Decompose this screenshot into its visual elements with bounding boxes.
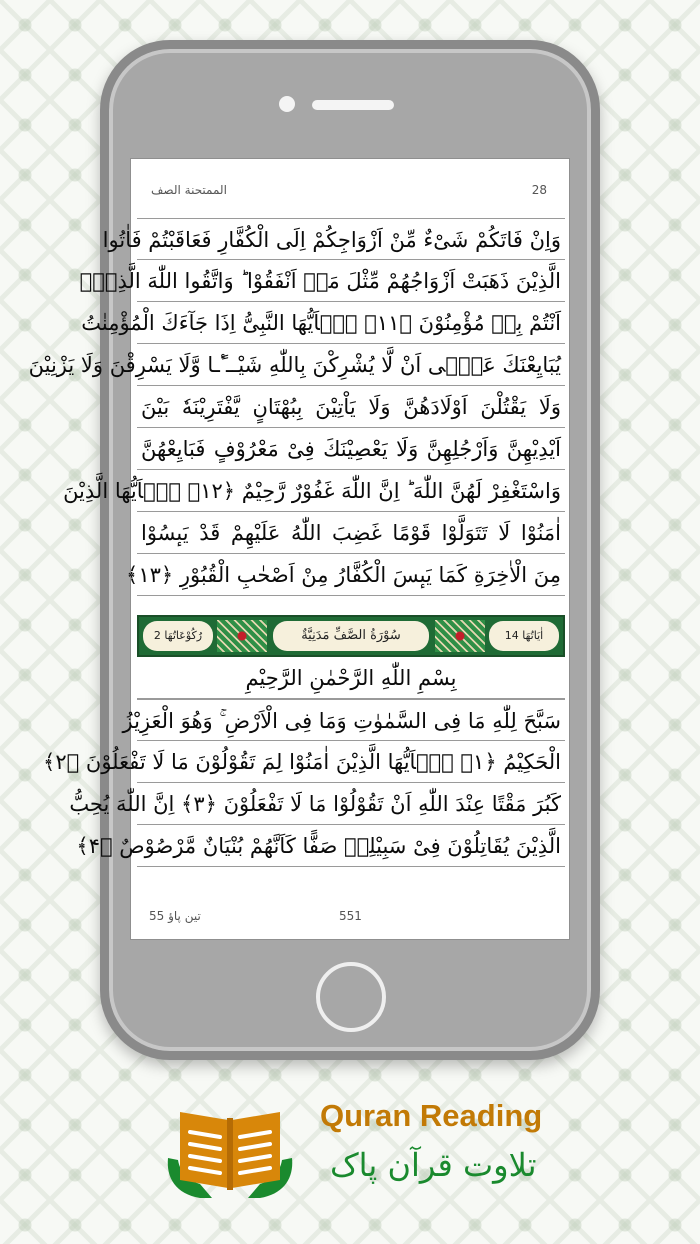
verse-lines-top	[28, 218, 565, 596]
app-title: Quran Reading	[320, 1098, 543, 1133]
header-surah-names: الممتحنة الصف	[151, 183, 227, 197]
ruku-count: رُكُوْعَاتُهَا 2	[143, 621, 213, 651]
verse-line[interactable]: كَبُرَ مَقْتًا عِنْدَ اللّٰهِ اَنْ تَقُوْلُوْا مَا لَا تَفْعَلُوْنَ ﴿۳﴾ اِنَّ اللّٰهَ یُحِبُّ	[137, 783, 565, 825]
app-urdu-title: تلاوت قرآن پاک	[330, 1146, 537, 1184]
verse-lines-bottom	[43, 699, 565, 867]
floral-ornament-icon	[217, 620, 267, 652]
app-branding	[160, 1098, 560, 1208]
ayat-count: اٰیَاتُهَا 14	[489, 621, 559, 651]
verse-line[interactable]: الَّذِیْنَ یُقَاتِلُوْنَ فِیْ سَبِیْلِهٖ صَفًّا كَاَنَّهُمْ بُنْیَانٌ مَّرْصُوْصٌ ﴿۴﴾	[137, 825, 565, 867]
verse-line[interactable]: وَاسْتَغْفِرْ لَهُنَّ اللّٰهَ ؕ اِنَّ اللّٰهَ غَفُوْرٌ رَّحِیْمٌ ﴿۱۲﴾ یٰۤاَیُّهَا الَّذِیْنَ	[137, 470, 565, 512]
verse-line[interactable]: سَبَّحَ لِلّٰهِ مَا فِی السَّمٰوٰتِ وَمَا فِی الْاَرْضِ ۚ وَهُوَ الْعَزِیْزُ	[137, 699, 565, 741]
verse-line[interactable]: مِنَ الْاٰخِرَةِ كَمَا یَىٕسَ الْكُفَّارُ مِنْ اَصْحٰبِ الْقُبُوْرِ ﴿۱۳﴾	[137, 554, 565, 596]
page-footer	[131, 891, 569, 939]
header-juz-number: 28	[531, 183, 547, 197]
front-camera-icon	[279, 96, 295, 112]
home-button[interactable]	[316, 962, 386, 1032]
bismillah: بِسْمِ اللّٰهِ الرَّحْمٰنِ الرَّحِیْمِ	[137, 657, 565, 699]
page-header	[131, 159, 569, 215]
surah-title: سُوْرَةُ الصَّفِّ مَدَنِیَّةٌ	[273, 621, 429, 651]
open-book-hands-icon	[160, 1106, 300, 1202]
verse-line[interactable]: وَاِنْ فَاتَكُمْ شَیْءٌ مِّنْ اَزْوَاجِكُمْ اِلَى الْكُفَّارِ فَعَاقَبْتُمْ فَاٰتُوا	[137, 218, 565, 260]
surah-banner	[137, 615, 565, 657]
page-number: 551	[339, 909, 362, 923]
verse-line[interactable]: الْحَكِیْمُ ﴿۱﴾ یٰۤاَیُّهَا الَّذِیْنَ اٰمَنُوْا لِمَ تَقُوْلُوْنَ مَا لَا تَفْعَلُوْنَ ﴿۲﴾	[137, 741, 565, 783]
verse-line[interactable]: اَنْتُمْ بِهٖ مُؤْمِنُوْنَ ﴿۱۱﴾ یٰۤاَیُّهَا النَّبِیُّ اِذَا جَآءَكَ الْمُؤْمِنٰتُ	[137, 302, 565, 344]
verse-line[interactable]: الَّذِیْنَ ذَهَبَتْ اَزْوَاجُهُمْ مِّثْلَ مَاۤ اَنْفَقُوْا ؕ وَاتَّقُوا اللّٰهَ الَّذِیْۤ	[137, 260, 565, 302]
verse-line[interactable]: اٰمَنُوْا لَا تَتَوَلَّوْا قَوْمًا غَضِبَ اللّٰهُ عَلَیْهِمْ قَدْ یَىٕسُوْا	[137, 512, 565, 554]
footer-juz-quarter: تین پاؤ 55	[149, 909, 201, 923]
verse-line[interactable]: اَیْدِیْهِنَّ وَاَرْجُلِهِنَّ وَلَا یَعْصِیْنَكَ فِیْ مَعْرُوْفٍ فَبَایِعْهُنَّ	[137, 428, 565, 470]
verse-line[interactable]: وَلَا یَقْتُلْنَ اَوْلَادَهُنَّ وَلَا یَاْتِیْنَ بِبُهْتَانٍ یَّفْتَرِیْنَهٗ بَیْنَ	[137, 386, 565, 428]
floral-ornament-icon	[435, 620, 485, 652]
verse-line[interactable]: یُبَایِعْنَكَ عَلٰۤى اَنْ لَّا یُشْرِكْنَ بِاللّٰهِ شَیْــٴًـا وَّلَا یَسْرِقْنَ وَلَا یَزْنِیْنَ	[137, 344, 565, 386]
quran-page[interactable]	[28, 158, 570, 940]
speaker-grille	[312, 100, 394, 110]
